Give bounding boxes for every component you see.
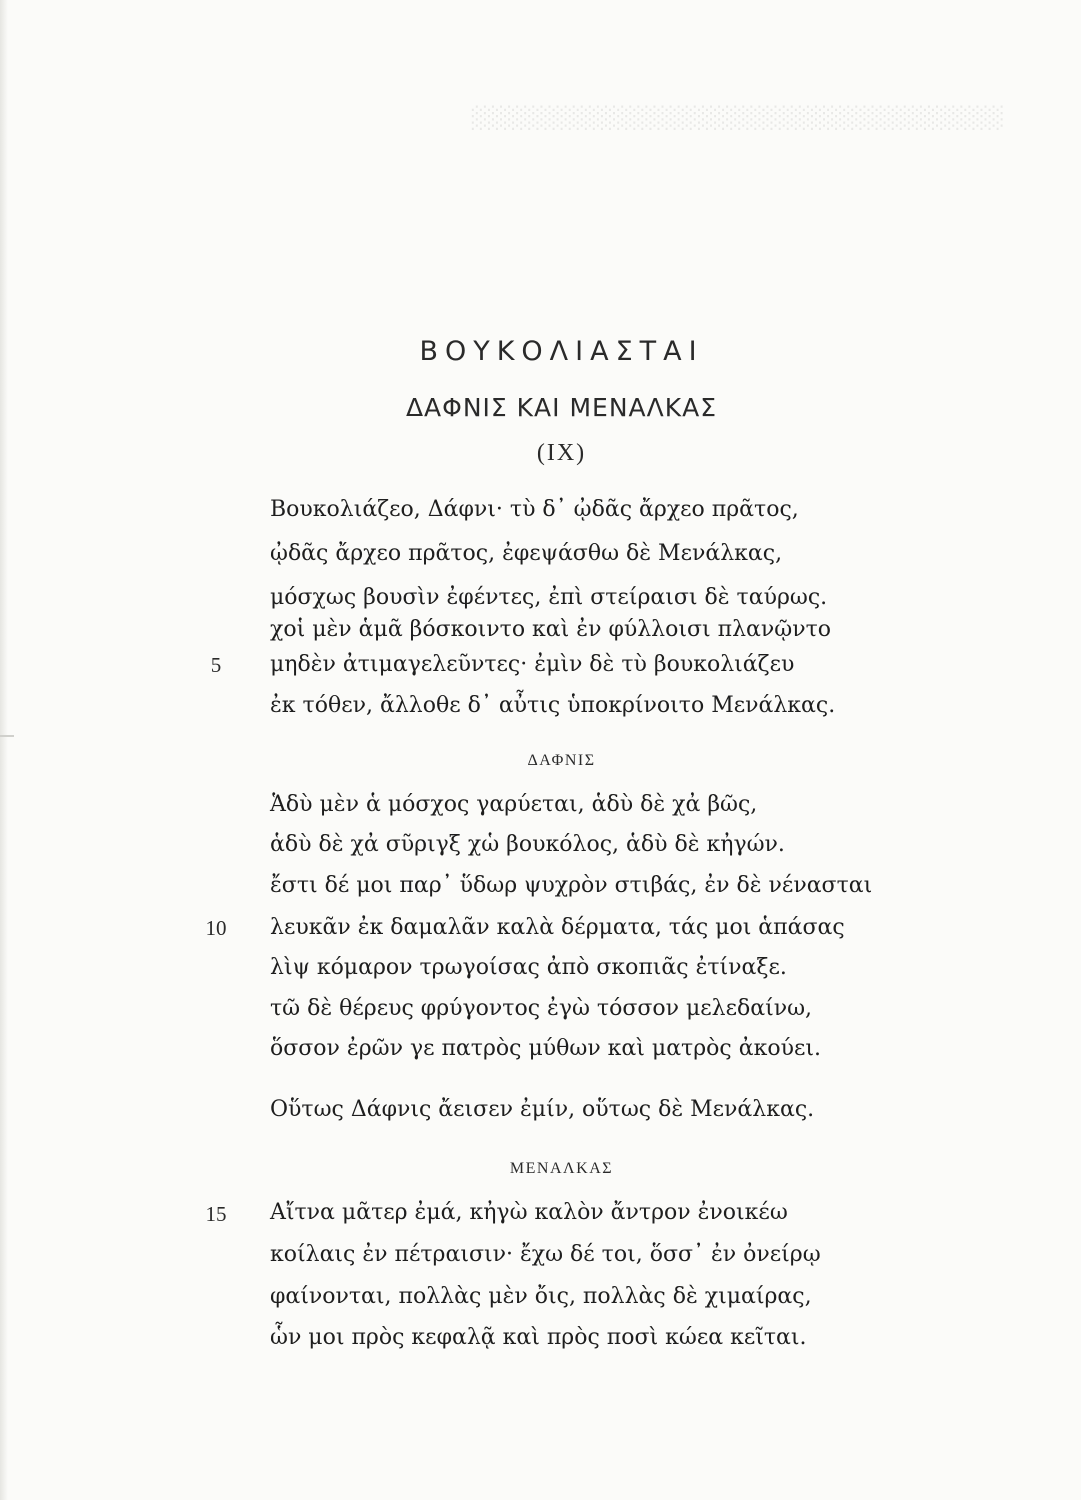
verse-line: ὧν μοι πρὸς κεφαλᾷ καὶ πρὸς ποσὶ κώεα κεῖται. — [270, 1325, 807, 1350]
verse-line: Ἁδὺ μὲν ἁ μόσχος γαρύεται, ἁδὺ δὲ χἀ βῶς, — [270, 792, 758, 817]
poem-subtitle: ΔΑΦΝΙΣ ΚΑΙ ΜΕΝΑΛΚΑΣ — [405, 393, 718, 422]
verse-line: Αἴτνα μᾶτερ ἐμά, κἠγὼ καλὸν ἄντρον ἐνοικέω — [270, 1200, 788, 1225]
verse-line: ἐκ τόθεν, ἄλλοθε δ᾽ αὖτις ὑποκρίνοιτο Μενάλκας. — [270, 693, 836, 718]
poem-number: (IX) — [536, 440, 587, 466]
poem-title: ΒΟΥΚΟΛΙΑΣΤΑΙ — [419, 336, 704, 367]
verse-line: ᾠδᾶς ἄρχεο πρᾶτος, ἐφεψάσθω δὲ Μενάλκας, — [270, 541, 783, 566]
verse-line: ἁδὺ δὲ χἀ σῦριγξ χὡ βουκόλος, ἁδὺ δὲ κἠγών. — [270, 832, 785, 857]
speaker-label-daphnis: ΔΑΦΝΙΣ — [527, 752, 596, 769]
verse-line: ἔστι δέ μοι παρ᾽ ὕδωρ ψυχρὸν στιβάς, ἐν δὲ νένασται — [270, 873, 873, 898]
verse-line: φαίνονται, πολλὰς μὲν ὄις, πολλὰς δὲ χιμαίρας, — [270, 1284, 812, 1309]
line-number: 5 — [210, 653, 222, 677]
transition-line: Οὕτως Δάφνις ἄεισεν ἐμίν, οὕτως δὲ Μενάλκας. — [270, 1097, 815, 1122]
verse-line: χοἱ μὲν ἁμᾶ βόσκοιντο καὶ ἐν φύλλοισι πλανῷντο — [270, 617, 831, 642]
bleed-through-texture: ░░░░░░░░░░░░░░░░░░░░░░░░░░░░░░░░░ — [469, 106, 1003, 130]
margin-mark — [0, 735, 14, 737]
verse-line: τῶ δὲ θέρευς φρύγοντος ἐγὼ τόσσον μελεδαίνω, — [270, 996, 813, 1021]
verse-line: λευκᾶν ἐκ δαμαλᾶν καλὰ δέρματα, τάς μοι ἁπάσας — [270, 915, 845, 940]
speaker-label-menalkas: ΜΕΝΑΛΚΑΣ — [509, 1160, 614, 1177]
verse-line: κοίλαις ἐν πέτραισιν· ἔχω δέ τοι, ὅσσ᾽ ἐν ὀνείρῳ — [270, 1242, 821, 1267]
page-edge — [0, 0, 8, 1500]
line-number: 10 — [205, 916, 227, 940]
verse-line: λὶψ κόμαρον τρωγοίσας ἀπὸ σκοπιᾶς ἐτίναξε. — [270, 955, 787, 980]
verse-line: ὅσσον ἐρῶν γε πατρὸς μύθων καὶ ματρὸς ἀκούει. — [270, 1036, 821, 1061]
verse-line: Βουκολιάζεο, Δάφνι· τὺ δ᾽ ᾠδᾶς ἄρχεο πρᾶτος, — [270, 497, 799, 522]
verse-line: μηδὲν ἀτιμαγελεῦντες· ἐμὶν δὲ τὺ βουκολιάζευ — [270, 652, 795, 677]
verse-line: μόσχως βουσὶν ἐφέντες, ἐπὶ στείραισι δὲ ταύρως. — [270, 585, 828, 610]
line-number: 15 — [205, 1202, 227, 1226]
